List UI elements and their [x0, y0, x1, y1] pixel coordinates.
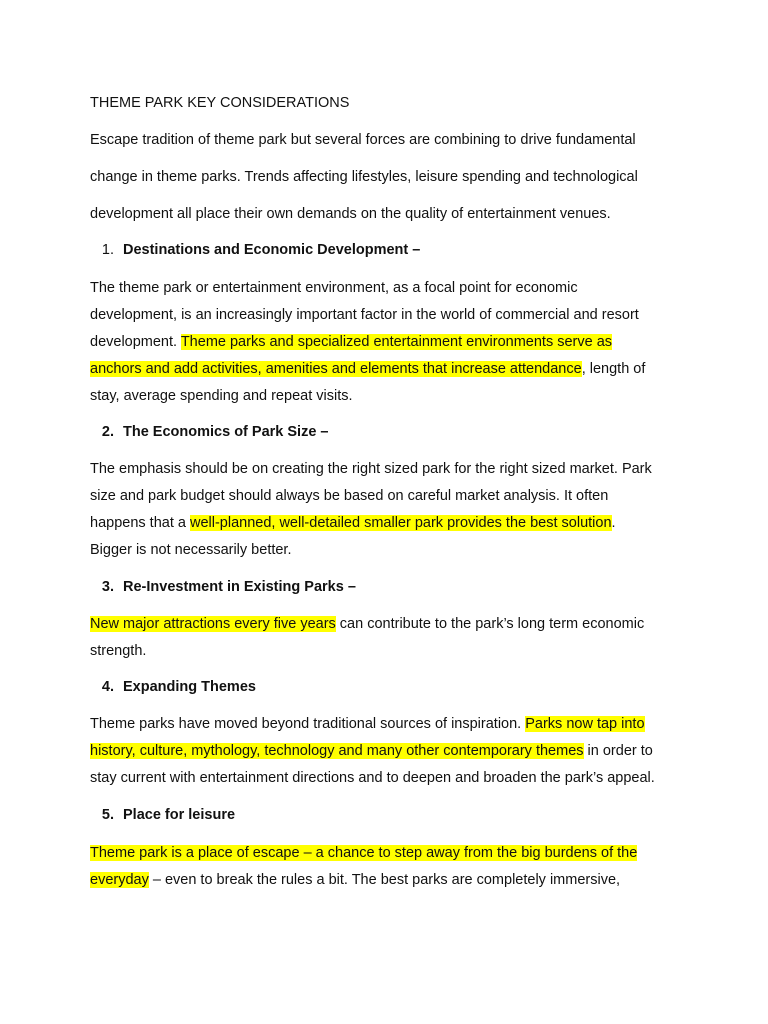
text-segment: development, is an increasingly important factor in the world of commercial and resort [90, 307, 639, 323]
section-4-number: 4. [101, 679, 114, 695]
text-segment: , length of [581, 361, 646, 377]
section-4-title: Expanding Themes [123, 679, 256, 695]
section-2-line-1 [90, 460, 652, 478]
section-3-heading [92, 578, 356, 596]
section-3-title: Re-Investment in Existing Parks – [123, 579, 356, 595]
section-3-line-2 [90, 642, 146, 660]
intro-line-1: Escape tradition of theme park but several forces are combining to drive fundamental [90, 132, 636, 148]
section-1-title: Destinations and Economic Development – [123, 242, 421, 258]
section-5-number: 5. [101, 807, 114, 823]
section-2-line-4 [90, 541, 292, 559]
text-segment: in order to [583, 743, 653, 759]
highlighted-text: New major attractions every five years [90, 616, 336, 632]
highlighted-text: Theme park is a place of escape – a chance to step away from the big burdens of the [90, 845, 638, 861]
section-2-heading [92, 423, 329, 441]
section-4-heading [92, 678, 256, 696]
section-4-line-1 [90, 715, 645, 733]
text-segment: Bigger is not necessarily better. [90, 542, 292, 558]
text-segment: – even to break the rules a bit. The best parks are completely immersive, [148, 872, 621, 888]
text-segment: strength. [90, 643, 147, 659]
section-4-line-3 [90, 769, 655, 787]
section-1-line-1 [90, 279, 578, 297]
highlighted-text: Theme parks and specialized entertainment environments serve as [180, 334, 613, 350]
section-1-line-3 [90, 333, 612, 351]
section-1-line-4 [90, 360, 645, 378]
section-5-line-1 [90, 844, 637, 862]
section-5-heading [92, 806, 235, 824]
text-segment: Theme parks have moved beyond traditional sources of inspiration. [90, 716, 526, 732]
intro-line-3: development all place their own demands on the quality of entertainment venues. [90, 206, 611, 222]
section-3-line-1 [90, 615, 644, 633]
highlighted-text: history, culture, mythology, technology and many other contemporary themes [90, 743, 584, 759]
intro-line-2: change in theme parks. Trends affecting lifestyles, leisure spending and technological [90, 169, 638, 185]
text-segment: . [611, 515, 616, 531]
section-5-title: Place for leisure [123, 807, 236, 823]
highlighted-text: everyday [90, 872, 149, 888]
text-segment: can contribute to the park’s long term economic [335, 616, 645, 632]
section-1-heading [92, 241, 420, 259]
highlighted-text: Parks now tap into [525, 716, 645, 732]
text-segment: size and park budget should always be based on careful market analysis. It often [90, 488, 609, 504]
section-2-line-2 [90, 487, 608, 505]
section-2-line-3 [90, 514, 616, 532]
section-3-number: 3. [101, 579, 114, 595]
text-segment: The emphasis should be on creating the right sized park for the right sized market. Park [90, 461, 652, 477]
section-1-line-5 [90, 387, 353, 405]
highlighted-text: anchors and add activities, amenities and elements that increase attendance [90, 361, 582, 377]
text-segment: The theme park or entertainment environment, as a focal point for economic [90, 280, 578, 296]
section-4-line-2 [90, 742, 653, 760]
text-segment: happens that a [90, 515, 190, 531]
text-segment: development. [90, 334, 181, 350]
highlighted-text: well-planned, well-detailed smaller park provides the best solution [189, 515, 612, 531]
text-segment: stay current with entertainment directions and to deepen and broaden the park’s appeal. [90, 770, 655, 786]
document-title: THEME PARK KEY CONSIDERATIONS [90, 95, 350, 111]
section-1-line-2 [90, 306, 639, 324]
section-5-line-2 [90, 871, 620, 889]
section-1-number: 1. [101, 242, 114, 258]
section-2-number: 2. [101, 424, 114, 440]
section-2-title: The Economics of Park Size – [123, 424, 329, 440]
text-segment: stay, average spending and repeat visits. [90, 388, 353, 404]
